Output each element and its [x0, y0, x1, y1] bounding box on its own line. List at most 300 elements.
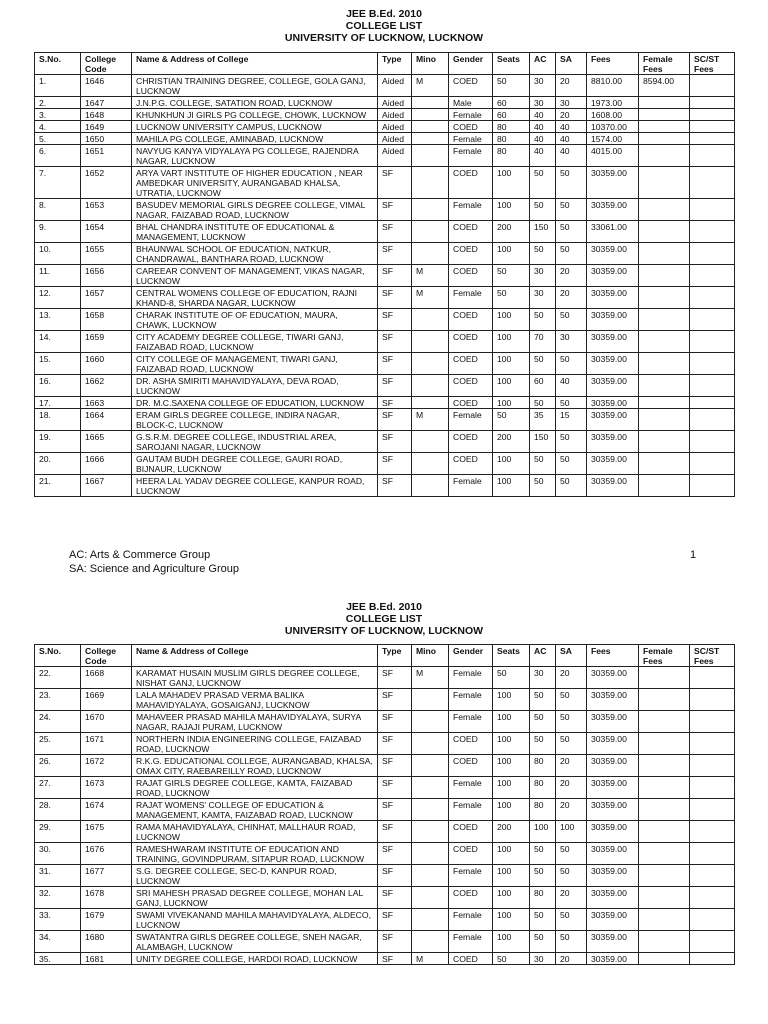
cell-college-name: NAVYUG KANYA VIDYALAYA PG COLLEGE, RAJENDRA NAGAR, LUCKNOW [132, 145, 378, 167]
cell-mino [412, 221, 449, 243]
cell-female-fees [639, 799, 690, 821]
cell-college-code: 1649 [81, 121, 132, 133]
cell-seats: 100 [493, 353, 530, 375]
cell-sa: 20 [556, 777, 587, 799]
cell-mino [412, 145, 449, 167]
cell-fees: 30359.00 [587, 865, 639, 887]
cell-mino: M [412, 75, 449, 97]
cell-female-fees [639, 755, 690, 777]
cell-sa: 50 [556, 733, 587, 755]
cell-sno: 17. [35, 397, 81, 409]
cell-college-name: ERAM GIRLS DEGREE COLLEGE, INDIRA NAGAR, BLOCK-C, LUCKNOW [132, 409, 378, 431]
table-row [35, 689, 735, 711]
cell-sa: 50 [556, 309, 587, 331]
cell-sa: 50 [556, 199, 587, 221]
cell-fees: 30359.00 [587, 243, 639, 265]
cell-seats: 200 [493, 821, 530, 843]
cell-mino [412, 375, 449, 397]
cell-sno: 6. [35, 145, 81, 167]
cell-seats: 100 [493, 199, 530, 221]
cell-fees: 30359.00 [587, 409, 639, 431]
cell-college-name: ARYA VART INSTITUTE OF HIGHER EDUCATION , NEAR AMBEDKAR UNIVERSITY, AURANGABAD KHALSA, UTRATIA, LUCKNOW [132, 167, 378, 199]
cell-seats: 100 [493, 243, 530, 265]
cell-gender: COED [449, 121, 493, 133]
cell-fees: 30359.00 [587, 287, 639, 309]
cell-female-fees [639, 453, 690, 475]
cell-college-code: 1675 [81, 821, 132, 843]
cell-gender: COED [449, 243, 493, 265]
cell-mino [412, 167, 449, 199]
cell-college-code: 1655 [81, 243, 132, 265]
cell-college-name: SWATANTRA GIRLS DEGREE COLLEGE, SNEH NAGAR, ALAMBAGH, LUCKNOW [132, 931, 378, 953]
cell-type: SF [378, 733, 412, 755]
cell-college-code: 1680 [81, 931, 132, 953]
table-row [35, 331, 735, 353]
cell-fees: 30359.00 [587, 909, 639, 931]
cell-sa: 50 [556, 353, 587, 375]
cell-gender: Female [449, 133, 493, 145]
cell-sa: 50 [556, 475, 587, 497]
cell-fees: 30359.00 [587, 733, 639, 755]
cell-female-fees [639, 287, 690, 309]
cell-female-fees [639, 353, 690, 375]
cell-female-fees [639, 689, 690, 711]
cell-college-name: HEERA LAL YADAV DEGREE COLLEGE, KANPUR ROAD, LUCKNOW [132, 475, 378, 497]
cell-type: SF [378, 431, 412, 453]
col-sno-header: S.No. [35, 645, 81, 667]
table-row [35, 667, 735, 689]
cell-scst-fees [690, 353, 735, 375]
cell-ac: 50 [530, 733, 556, 755]
cell-ac: 80 [530, 755, 556, 777]
cell-sno: 9. [35, 221, 81, 243]
cell-fees: 30359.00 [587, 397, 639, 409]
cell-college-name: LALA MAHADEV PRASAD VERMA BALIKA MAHAVIDYALAYA, GOSAIGANJ, LUCKNOW [132, 689, 378, 711]
cell-female-fees [639, 145, 690, 167]
cell-gender: COED [449, 167, 493, 199]
col-fees-header: Fees [587, 645, 639, 667]
cell-scst-fees [690, 331, 735, 353]
table-row [35, 799, 735, 821]
cell-seats: 100 [493, 865, 530, 887]
heading-university: UNIVERSITY OF LUCKNOW, LUCKNOW [284, 32, 484, 44]
cell-mino [412, 97, 449, 109]
cell-sa: 50 [556, 397, 587, 409]
cell-sno: 7. [35, 167, 81, 199]
cell-college-name: SRI MAHESH PRASAD DEGREE COLLEGE, MOHAN LAL GANJ, LUCKNOW [132, 887, 378, 909]
document-page-1 [0, 8, 768, 575]
cell-mino [412, 909, 449, 931]
cell-gender: COED [449, 453, 493, 475]
cell-gender: Female [449, 199, 493, 221]
cell-mino [412, 109, 449, 121]
cell-ac: 50 [530, 689, 556, 711]
cell-gender: Female [449, 909, 493, 931]
cell-fees: 30359.00 [587, 887, 639, 909]
cell-college-name: RAMA MAHAVIDYALAYA, CHINHAT, MALLHAUR ROAD, LUCKNOW [132, 821, 378, 843]
col-female-fees-header: Female Fees [639, 53, 690, 75]
cell-fees: 30359.00 [587, 309, 639, 331]
col-fees-header: Fees [587, 53, 639, 75]
cell-type: SF [378, 887, 412, 909]
cell-ac: 100 [530, 821, 556, 843]
cell-college-name: CITY ACADEMY DEGREE COLLEGE, TIWARI GANJ, FAIZABAD ROAD, LUCKNOW [132, 331, 378, 353]
cell-gender: COED [449, 375, 493, 397]
cell-college-code: 1663 [81, 397, 132, 409]
cell-college-code: 1665 [81, 431, 132, 453]
cell-female-fees [639, 167, 690, 199]
cell-college-name: MAHILA PG COLLEGE, AMINABAD, LUCKNOW [132, 133, 378, 145]
cell-scst-fees [690, 375, 735, 397]
cell-ac: 40 [530, 121, 556, 133]
heading-title: JEE B.Ed. 2010 [346, 8, 422, 20]
cell-mino [412, 799, 449, 821]
cell-college-name: CHRISTIAN TRAINING DEGREE, COLLEGE, GOLA GANJ, LUCKNOW [132, 75, 378, 97]
legend-ac: AC: Arts & Commerce Group [69, 549, 211, 561]
col-seats-header: Seats [493, 53, 530, 75]
table-row [35, 133, 735, 145]
cell-seats: 100 [493, 167, 530, 199]
cell-gender: Female [449, 409, 493, 431]
cell-college-code: 1652 [81, 167, 132, 199]
cell-sno: 20. [35, 453, 81, 475]
cell-seats: 100 [493, 799, 530, 821]
cell-seats: 100 [493, 887, 530, 909]
col-ac-header: AC [530, 53, 556, 75]
cell-fees: 30359.00 [587, 821, 639, 843]
cell-type: SF [378, 331, 412, 353]
cell-seats: 200 [493, 221, 530, 243]
cell-gender: COED [449, 821, 493, 843]
cell-gender: COED [449, 75, 493, 97]
cell-mino [412, 689, 449, 711]
cell-type: Aided [378, 133, 412, 145]
cell-sno: 8. [35, 199, 81, 221]
cell-fees: 30359.00 [587, 475, 639, 497]
cell-type: SF [378, 243, 412, 265]
cell-sno: 4. [35, 121, 81, 133]
cell-fees: 8810.00 [587, 75, 639, 97]
cell-type: SF [378, 843, 412, 865]
cell-seats: 50 [493, 409, 530, 431]
table-row [35, 475, 735, 497]
cell-college-code: 1669 [81, 689, 132, 711]
cell-college-name: SWAMI VIVEKANAND MAHILA MAHAVIDYALAYA, ALDECO, LUCKNOW [132, 909, 378, 931]
document-page-2 [0, 601, 768, 964]
cell-ac: 50 [530, 397, 556, 409]
cell-college-name: BHAUNWAL SCHOOL OF EDUCATION, NATKUR, CHANDRAWAL, BANTHARA ROAD, LUCKNOW [132, 243, 378, 265]
table-row [35, 843, 735, 865]
cell-scst-fees [690, 689, 735, 711]
cell-college-code: 1651 [81, 145, 132, 167]
cell-sno: 24. [35, 711, 81, 733]
table-row [35, 777, 735, 799]
cell-sa: 50 [556, 453, 587, 475]
cell-sa: 20 [556, 887, 587, 909]
cell-sa: 40 [556, 121, 587, 133]
cell-seats: 200 [493, 431, 530, 453]
col-mino-header: Mino [412, 53, 449, 75]
college-list-table [34, 644, 735, 965]
cell-type: SF [378, 931, 412, 953]
cell-college-code: 1662 [81, 375, 132, 397]
cell-mino: M [412, 265, 449, 287]
cell-female-fees [639, 909, 690, 931]
cell-female-fees [639, 953, 690, 965]
cell-mino [412, 309, 449, 331]
cell-seats: 80 [493, 121, 530, 133]
cell-seats: 100 [493, 755, 530, 777]
table-row [35, 953, 735, 965]
col-mino-header: Mino [412, 645, 449, 667]
cell-female-fees [639, 409, 690, 431]
cell-gender: Female [449, 475, 493, 497]
cell-female-fees [639, 865, 690, 887]
cell-fees: 30359.00 [587, 799, 639, 821]
col-name-header: Name & Address of College [132, 53, 378, 75]
cell-female-fees [639, 711, 690, 733]
cell-fees: 30359.00 [587, 843, 639, 865]
cell-seats: 50 [493, 287, 530, 309]
cell-ac: 50 [530, 931, 556, 953]
cell-type: SF [378, 909, 412, 931]
cell-ac: 50 [530, 167, 556, 199]
cell-sno: 33. [35, 909, 81, 931]
cell-seats: 100 [493, 689, 530, 711]
legend-sa: SA: Science and Agriculture Group [69, 563, 239, 575]
cell-scst-fees [690, 243, 735, 265]
cell-college-name: MAHAVEER PRASAD MAHILA MAHAVIDYALAYA, SURYA NAGAR, RAJAJI PURAM, LUCKNOW [132, 711, 378, 733]
cell-gender: Female [449, 287, 493, 309]
cell-mino [412, 865, 449, 887]
cell-fees: 30359.00 [587, 375, 639, 397]
cell-ac: 50 [530, 353, 556, 375]
table-row [35, 909, 735, 931]
cell-scst-fees [690, 133, 735, 145]
cell-college-code: 1681 [81, 953, 132, 965]
cell-college-code: 1672 [81, 755, 132, 777]
cell-gender: Female [449, 711, 493, 733]
cell-type: SF [378, 375, 412, 397]
document-heading [0, 8, 768, 44]
cell-gender: COED [449, 265, 493, 287]
cell-scst-fees [690, 843, 735, 865]
cell-college-name: RAJAT WOMENS' COLLEGE OF EDUCATION & MANAGEMENT, KAMTA, FAIZABAD ROAD, LUCKNOW [132, 799, 378, 821]
table-body [35, 667, 735, 965]
cell-female-fees [639, 109, 690, 121]
cell-college-name: RAMESHWARAM INSTITUTE OF EDUCATION AND TRAINING, GOVINDPURAM, SITAPUR ROAD, LUCKNOW [132, 843, 378, 865]
heading-subtitle: COLLEGE LIST [345, 20, 423, 32]
cell-scst-fees [690, 711, 735, 733]
cell-scst-fees [690, 121, 735, 133]
table-row [35, 431, 735, 453]
table-row [35, 97, 735, 109]
cell-college-code: 1667 [81, 475, 132, 497]
cell-gender: Female [449, 667, 493, 689]
cell-seats: 100 [493, 453, 530, 475]
cell-sno: 10. [35, 243, 81, 265]
cell-college-code: 1666 [81, 453, 132, 475]
cell-college-name: DR. M.C.SAXENA COLLEGE OF EDUCATION, LUCKNOW [132, 397, 378, 409]
cell-ac: 30 [530, 953, 556, 965]
cell-college-name: CHARAK INSTITUTE OF OF EDUCATION, MAURA, CHAWK, LUCKNOW [132, 309, 378, 331]
cell-sa: 30 [556, 97, 587, 109]
cell-gender: COED [449, 431, 493, 453]
cell-college-name: R.K.G. EDUCATIONAL COLLEGE, AURANGABAD, KHALSA, OMAX CITY, RAEBAREILLY ROAD, LUCKNOW [132, 755, 378, 777]
cell-type: Aided [378, 121, 412, 133]
cell-female-fees [639, 309, 690, 331]
cell-college-code: 1671 [81, 733, 132, 755]
table-row [35, 353, 735, 375]
cell-college-code: 1653 [81, 199, 132, 221]
cell-sa: 100 [556, 821, 587, 843]
col-gender-header: Gender [449, 53, 493, 75]
col-gender-header: Gender [449, 645, 493, 667]
cell-seats: 100 [493, 909, 530, 931]
cell-mino: M [412, 667, 449, 689]
col-code-header: College Code [81, 645, 132, 667]
cell-fees: 33061.00 [587, 221, 639, 243]
table-row [35, 409, 735, 431]
cell-sa: 15 [556, 409, 587, 431]
cell-gender: Female [449, 865, 493, 887]
cell-female-fees [639, 431, 690, 453]
table-row [35, 243, 735, 265]
cell-sno: 16. [35, 375, 81, 397]
cell-sno: 34. [35, 931, 81, 953]
cell-female-fees [639, 121, 690, 133]
cell-sa: 40 [556, 133, 587, 145]
cell-ac: 30 [530, 265, 556, 287]
cell-sa: 40 [556, 375, 587, 397]
table-row [35, 109, 735, 121]
cell-sno: 21. [35, 475, 81, 497]
cell-scst-fees [690, 475, 735, 497]
cell-mino [412, 453, 449, 475]
cell-type: SF [378, 475, 412, 497]
cell-fees: 1973.00 [587, 97, 639, 109]
table-row [35, 755, 735, 777]
cell-ac: 50 [530, 243, 556, 265]
col-scst-fees-header: SC/ST Fees [690, 53, 735, 75]
col-seats-header: Seats [493, 645, 530, 667]
cell-mino [412, 733, 449, 755]
cell-college-code: 1654 [81, 221, 132, 243]
cell-college-code: 1660 [81, 353, 132, 375]
cell-gender: COED [449, 221, 493, 243]
cell-female-fees [639, 667, 690, 689]
cell-sa: 50 [556, 843, 587, 865]
cell-college-name: CENTRAL WOMENS COLLEGE OF EDUCATION, RAJNI KHAND-8, SHARDA NAGAR, LUCKNOW [132, 287, 378, 309]
cell-seats: 50 [493, 265, 530, 287]
cell-seats: 80 [493, 145, 530, 167]
cell-type: SF [378, 353, 412, 375]
heading-subtitle: COLLEGE LIST [345, 613, 423, 625]
cell-sno: 14. [35, 331, 81, 353]
cell-fees: 30359.00 [587, 777, 639, 799]
cell-sno: 1. [35, 75, 81, 97]
cell-seats: 50 [493, 667, 530, 689]
cell-mino [412, 431, 449, 453]
cell-scst-fees [690, 931, 735, 953]
table-row [35, 865, 735, 887]
cell-seats: 60 [493, 97, 530, 109]
cell-college-name: CAREEAR CONVENT OF MANAGEMENT, VIKAS NAGAR, LUCKNOW [132, 265, 378, 287]
cell-ac: 50 [530, 309, 556, 331]
cell-type: SF [378, 397, 412, 409]
cell-scst-fees [690, 397, 735, 409]
cell-sa: 20 [556, 755, 587, 777]
cell-sno: 3. [35, 109, 81, 121]
cell-mino: M [412, 953, 449, 965]
cell-female-fees [639, 777, 690, 799]
cell-ac: 80 [530, 799, 556, 821]
cell-ac: 30 [530, 97, 556, 109]
cell-type: SF [378, 953, 412, 965]
cell-female-fees [639, 475, 690, 497]
cell-mino: M [412, 409, 449, 431]
cell-seats: 100 [493, 843, 530, 865]
cell-college-code: 1646 [81, 75, 132, 97]
cell-sa: 20 [556, 287, 587, 309]
table-row [35, 287, 735, 309]
cell-type: SF [378, 309, 412, 331]
cell-college-code: 1650 [81, 133, 132, 145]
table-row [35, 265, 735, 287]
cell-type: SF [378, 221, 412, 243]
col-name-header: Name & Address of College [132, 645, 378, 667]
cell-scst-fees [690, 799, 735, 821]
cell-college-name: J.N.P.G. COLLEGE, SATATION ROAD, LUCKNOW [132, 97, 378, 109]
heading-university: UNIVERSITY OF LUCKNOW, LUCKNOW [284, 625, 484, 637]
cell-female-fees [639, 97, 690, 109]
cell-gender: Male [449, 97, 493, 109]
cell-college-code: 1658 [81, 309, 132, 331]
cell-sno: 29. [35, 821, 81, 843]
page-number: 1 [690, 549, 697, 561]
cell-female-fees [639, 265, 690, 287]
cell-scst-fees [690, 265, 735, 287]
cell-ac: 35 [530, 409, 556, 431]
cell-type: Aided [378, 97, 412, 109]
cell-mino [412, 755, 449, 777]
cell-fees: 30359.00 [587, 453, 639, 475]
cell-sa: 20 [556, 799, 587, 821]
table-header [35, 53, 735, 75]
cell-college-code: 1673 [81, 777, 132, 799]
cell-seats: 60 [493, 109, 530, 121]
cell-sno: 11. [35, 265, 81, 287]
cell-college-code: 1647 [81, 97, 132, 109]
cell-scst-fees [690, 453, 735, 475]
cell-ac: 30 [530, 667, 556, 689]
cell-scst-fees [690, 431, 735, 453]
cell-college-code: 1678 [81, 887, 132, 909]
table-row [35, 711, 735, 733]
cell-type: SF [378, 667, 412, 689]
cell-type: Aided [378, 145, 412, 167]
cell-sno: 25. [35, 733, 81, 755]
cell-seats: 100 [493, 777, 530, 799]
table-row [35, 309, 735, 331]
cell-gender: COED [449, 733, 493, 755]
cell-college-name: KARAMAT HUSAIN MUSLIM GIRLS DEGREE COLLEGE, NISHAT GANJ, LUCKNOW [132, 667, 378, 689]
cell-sa: 20 [556, 953, 587, 965]
cell-female-fees [639, 243, 690, 265]
cell-female-fees [639, 733, 690, 755]
cell-type: SF [378, 865, 412, 887]
cell-type: SF [378, 777, 412, 799]
